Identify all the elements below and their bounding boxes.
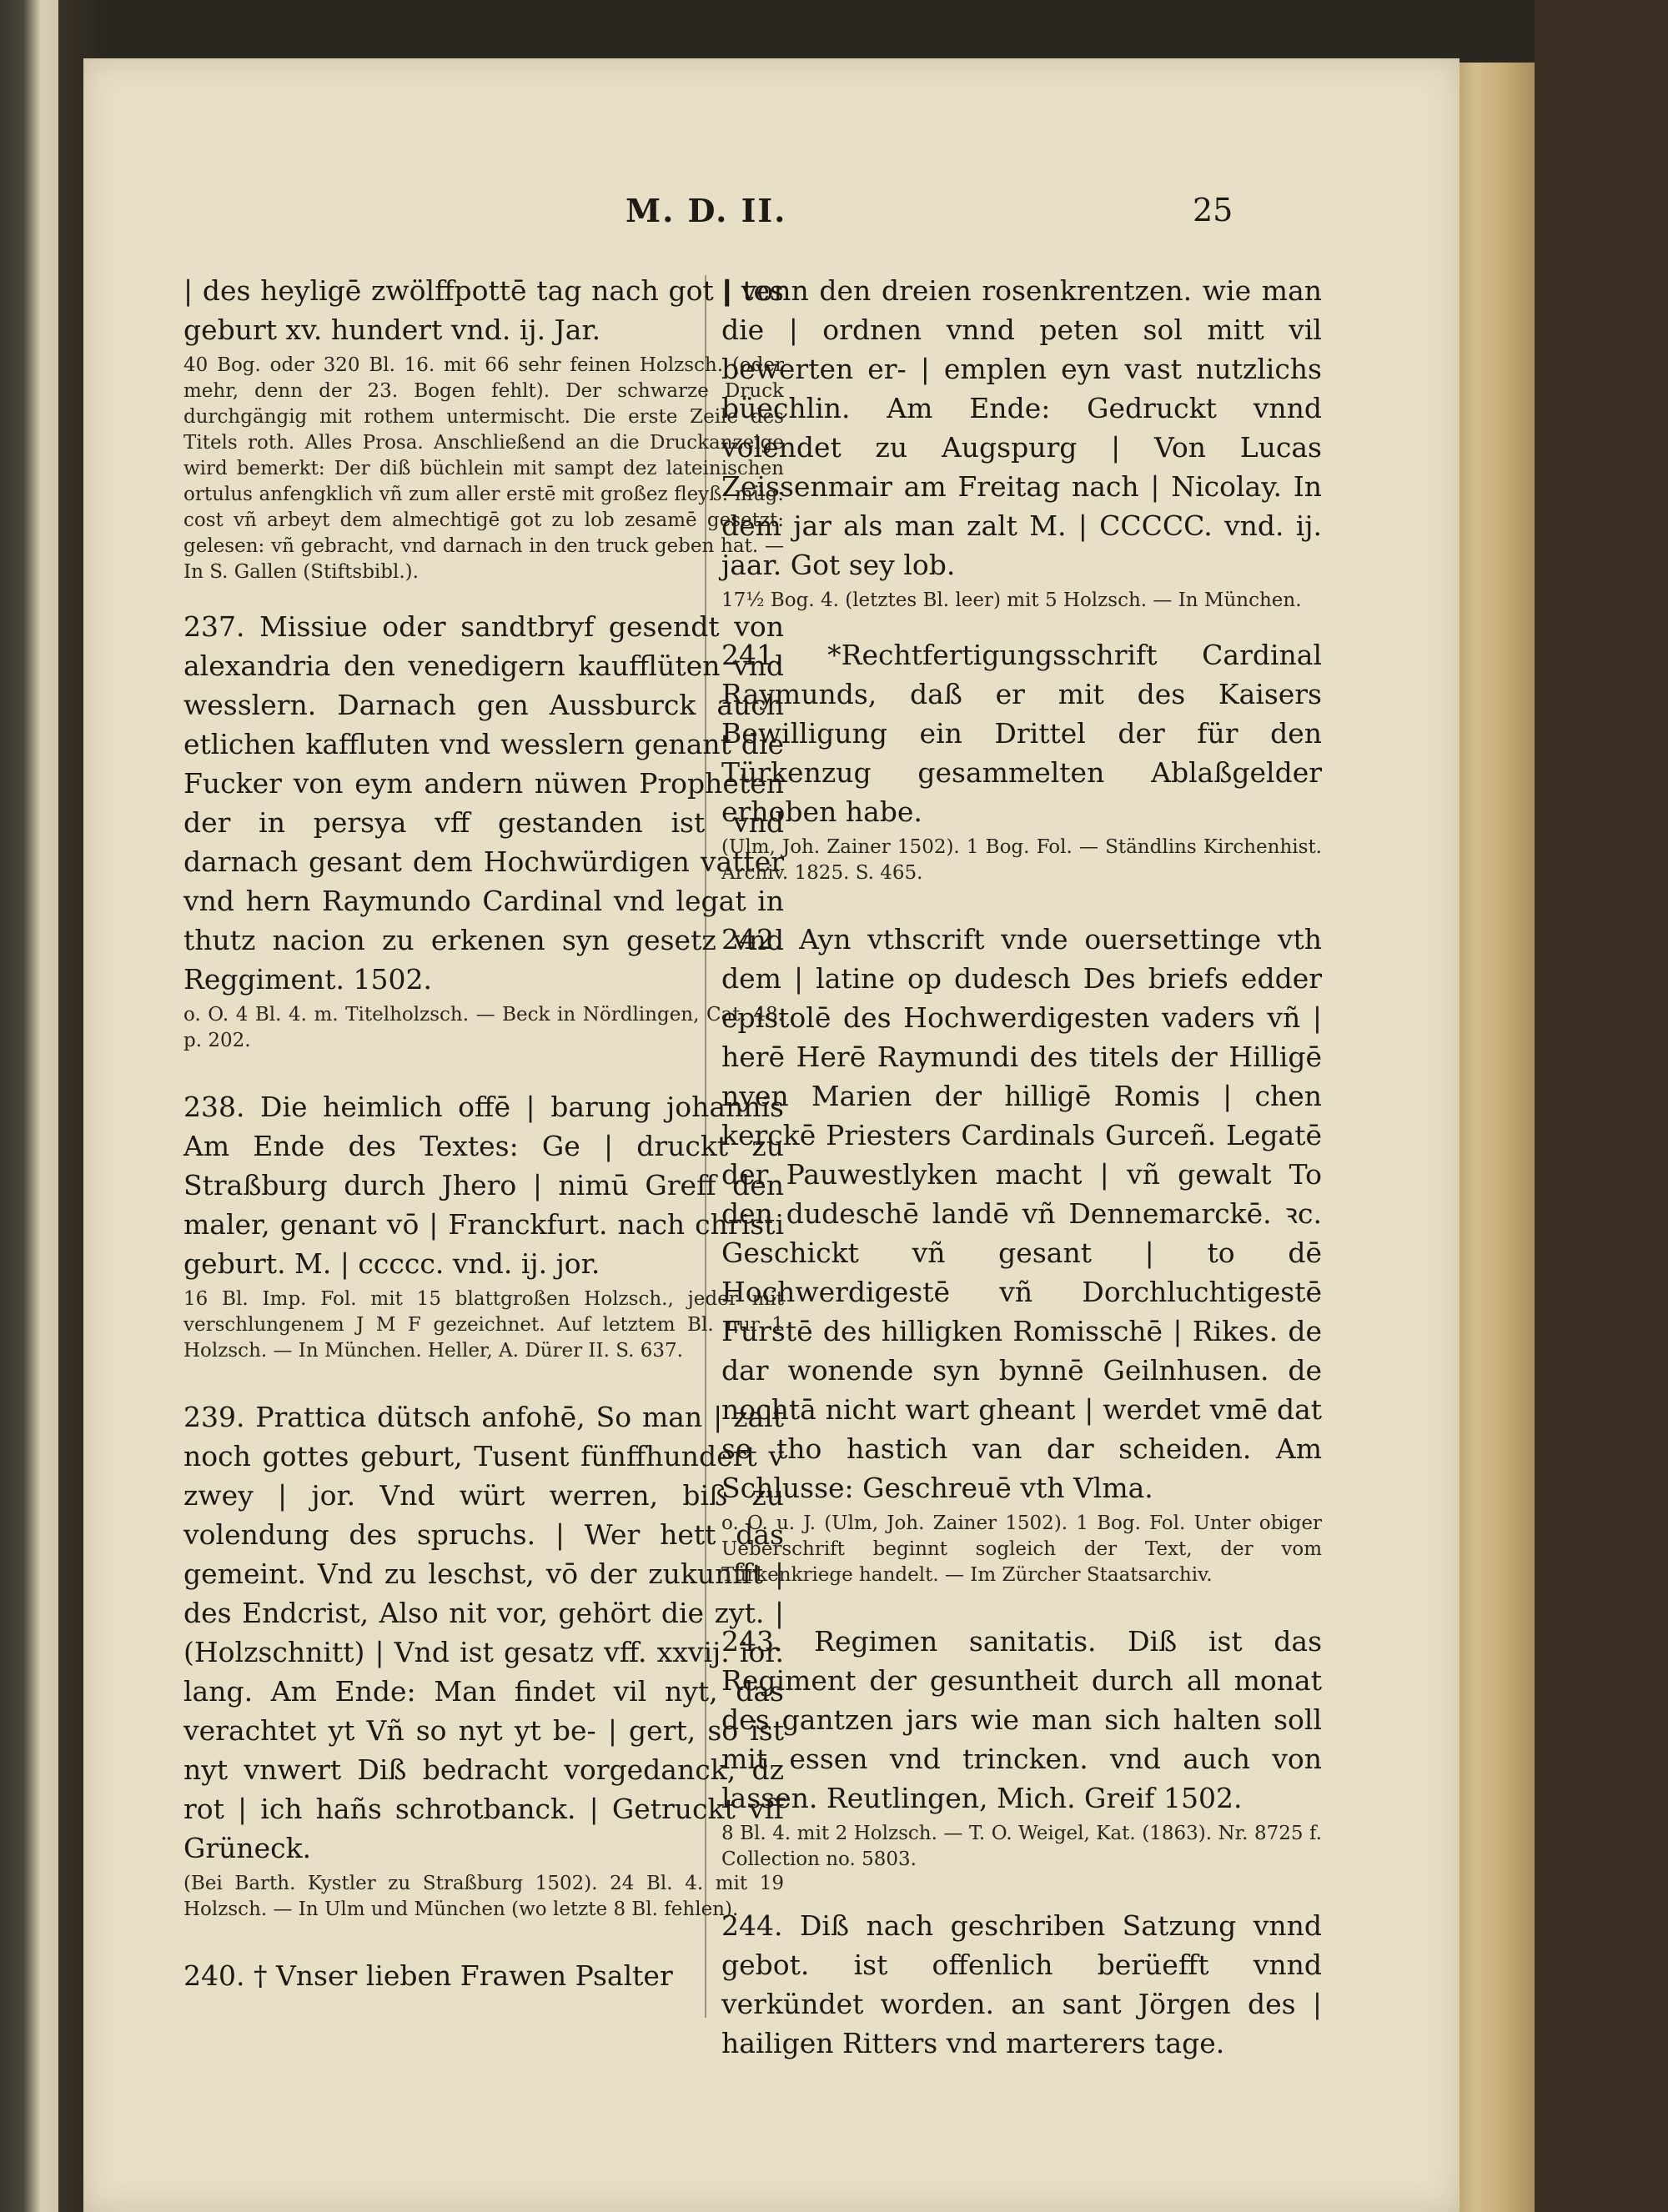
- catalog-entry-239: [183, 1397, 784, 1923]
- entry-body: 240. † Vnser lieben Frawen Psalter: [183, 1959, 673, 1992]
- entry-body: 244. Diß nach geschriben Satzung vnnd gebot. ist offenlich berüefft vnnd verkündet worden. an sant Jörgen des | hailigen Ritters vnd marterers tage.: [721, 1909, 1322, 2059]
- entry-body: 241. *Rechtfertigungsschrift Cardinal Raymunds, daß er mit des Kaisers Bewilligung ein Drittel der für den Türkenzug gesammelten Ablaßgelder erhoben habe.: [721, 639, 1322, 828]
- entry-note: o. O. 4 Bl. 4. m. Titelholzsch. — Beck in Nördlingen, Cat. 48. p. 202.: [183, 1004, 784, 1051]
- page-number: 25: [1193, 192, 1233, 228]
- page-header: [83, 192, 1460, 242]
- page-edges: [1451, 63, 1535, 2212]
- running-head: M. D. II.: [626, 192, 787, 229]
- catalog-entry-243: [721, 1622, 1322, 1873]
- entry-body: 237. Missiue oder sandtbryf gesendt von alexandria den venedigern kaufflüten vnd wesslern. Darnach gen Aussburck auch etlichen kaffluten vnd wesslern genant die Fucker von eym andern nüwen Propheten der in persya vff gestanden ist vnd darnach gesant dem Hochwürdigen vatter vnd hern Raymundo Cardinal vnd legat in thutz nacion zu erkenen syn gesetz vnd Reggiment. 1502.: [183, 610, 784, 996]
- catalog-entry-241: [721, 635, 1322, 886]
- entry-body: 243. Regimen sanitatis. Diß ist das Regiment der gesuntheit durch all monat des gantzen jars wie man sich halten soll mit essen vnd trincken. vnd auch von lassen. Reutlingen, Mich. Greif 1502.: [721, 1625, 1322, 1814]
- continued-entry: [721, 271, 1322, 614]
- entry-body: 239. Prattica dütsch anfohē, So man | zalt noch gottes geburt, Tusent fünffhundert v zwey | jor. Vnd würt werren, biß zu volendung des spruchs. | Wer hett das gemeint. Vnd zu leschst, vō der zukunfft | des Endcrist, Also nit vor, gehört die zyt. | (Holzschnitt) | Vnd ist gesatz vff. xxvij. ior. lang. Am Ende: Man findet vil nyt, das verachtet yt Vñ so nyt yt be- | gert, so ist nyt vnwert Diß bedracht vorgedanck, dz rot | ich hañs schrotbanck. | Getruckt vff Grüneck.: [183, 1401, 784, 1864]
- entry-note: 8 Bl. 4. mit 2 Holzsch. — T. O. Weigel, Kat. (1863). Nr. 8725 f. Collection no. 5803.: [721, 1823, 1322, 1870]
- catalog-entry-242: [721, 920, 1322, 1588]
- catalog-entry-244: [721, 1906, 1322, 2063]
- left-column: [183, 271, 784, 2029]
- entry-body: 242. Ayn vthscrift vnde ouersettinge vth dem | latine op dudesch Des briefs edder epistolē des Hochwerdigesten vaders vñ | herē Herē Raymundi des titels der Hilligē nyen Marien der hilligē Romis | chen kerckē Priesters Cardinals Gurceñ. Legatē der Pauwestlyken macht | vñ gewalt To den dudeschē landē vñ Dennemarckē. ꝛc. Geschickt vñ gesant | to dē Hochwerdigestē vñ Dorchluchtigestē Furstē des hilligken Romisschē | Rikes. de dar wonende syn bynnē Geilnhusen. de nochtā nicht wart gheant | werdet vmē dat se tho hastich van dar scheiden. Am Schlusse: Geschreuē vth Vlma.: [721, 923, 1322, 1504]
- entry-note: 16 Bl. Imp. Fol. mit 15 blattgroßen Holzsch., jeder mit verschlungenem J M F gezeichnet. Auf letztem Bl. nur 1 Holzsch. — In München. Heller, A. Dürer II. S. 637.: [183, 1288, 784, 1362]
- book-cover-right: [1535, 0, 1668, 2212]
- catalog-entry-238: [183, 1087, 784, 1364]
- continued-entry: [183, 271, 784, 585]
- entry-note: 40 Bog. oder 320 Bl. 16. mit 66 sehr feinen Holzsch. (oder mehr, denn der 23. Bogen fehlt). Der schwarze Druck durchgängig mit rothem untermischt. Die erste Zeile des Titels roth. Alles Prosa. Anschließend an die Druckanzeige wird bemerkt: Der diß büchlein mit sampt dez lateinischen ortulus anfengklich vñ zum aller erstē mit großez fleyß: müg: cost vñ arbeyt dem almechtigē got zu lob zesamē gesetzt: gelesen: vñ gebracht, vnd darnach in den truck geben hat. — In S. Gallen (Stiftsbibl.).: [183, 354, 784, 583]
- entry-body: | des heyligē zwölffpottē tag nach got | tes geburt xv. hundert vnd. ij. Jar.: [183, 274, 784, 346]
- book-page: [83, 58, 1460, 2212]
- catalog-entry-237: [183, 607, 784, 1054]
- book-gutter-left: [0, 0, 58, 2212]
- entry-note: o. O. u. J. (Ulm, Joh. Zainer 1502). 1 Bog. Fol. Unter obiger Ueberschrift beginnt sogleich der Text, der vom Türkenkriege handelt. — Im Zürcher Staatsarchiv.: [721, 1512, 1322, 1586]
- entry-note: (Bei Barth. Kystler zu Straßburg 1502). 24 Bl. 4. mit 19 Holzsch. — In Ulm und München (wo letzte 8 Bl. fehlen).: [183, 1873, 784, 1920]
- entry-note: 17½ Bog. 4. (letztes Bl. leer) mit 5 Holzsch. — In München.: [721, 589, 1302, 611]
- entry-body: 238. Die heimlich offē | barung johannis Am Ende des Textes: Ge | druckt zu Straßburg durch Jhero | nimū Greff den maler, genant vō | Franckfurt. nach christi geburt. M. | ccccc. vnd. ij. jor.: [183, 1091, 784, 1280]
- entry-note: (Ulm, Joh. Zainer 1502). 1 Bog. Fol. — Ständlins Kirchenhist. Archiv. 1825. S. 465.: [721, 836, 1322, 884]
- entry-body: | vonn den dreien rosenkrentzen. wie man die | ordnen vnnd peten sol mitt vil bewerten er- | emplen eyn vast nutzlichs büechlin. Am Ende: Gedruckt vnnd volendet zu Augspurg | Von Lucas Zeissenmair am Freitag nach | Nicolay. In dem jar als man zalt M. | CCCCC. vnd. ij. jaar. Got sey lob.: [721, 274, 1322, 581]
- catalog-entry-240: [183, 1956, 784, 1995]
- right-column: [721, 271, 1322, 2096]
